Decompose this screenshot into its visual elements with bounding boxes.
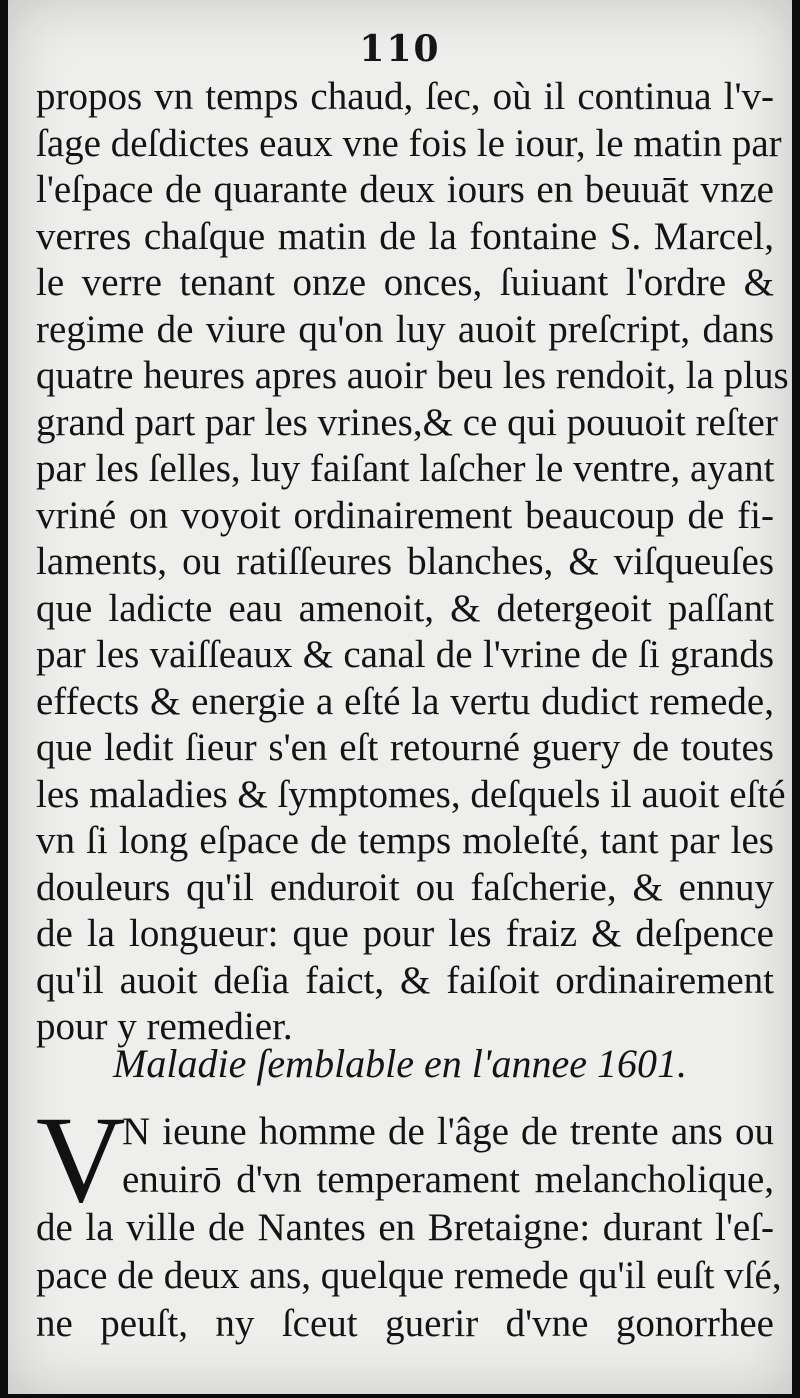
text-line: enuirō d'vn temperament melancholique, [122,1158,774,1201]
text-line: grand part par les vrines,& ce qui pouuoit reſter [36,400,778,444]
text-line: ne peuſt, ny ſceut guerir d'vne gonorrhee [36,1302,774,1345]
text-line: que ledit ſieur s'en eſt retourné guery de toutes [36,726,774,769]
text-line: le verre tenant onze onces, ſuiuant l'ordre & [36,261,774,304]
text-line: propos vn temps chaud, ſec, où il continua l'v- [36,75,774,118]
text-line: l'eſpace de quarante deux iours en beuuāt vnze [36,168,774,211]
text-line: vn ſi long eſpace de temps moleſté, tant par les [36,819,774,862]
text-line: de la ville de Nantes en Bretaigne: durant l'eſ- [36,1206,774,1249]
text-line: par les vaiſſeaux & canal de l'vrine de ſi grands [36,633,774,676]
drop-cap: V [36,1091,126,1228]
paragraph-2 [36,1091,782,1398]
page-number: 110 [359,28,441,70]
text-line: qu'il auoit deſia faict, & faiſoit ordinairement [36,958,774,1002]
text-line: laments, ou ratiſſeures blanches, & viſqueuſes [36,540,774,583]
paragraph-1 [36,74,789,1051]
text-line: que ladicte eau amenoit, & detergeoit paſſant [36,586,774,630]
text-line: de la longueur: que pour les fraiz & deſpence [36,912,774,955]
text-line: N ieune homme de l'âge de trente ans ou [122,1110,774,1153]
text-line: effects & energie a eſté la vertu dudict remede, [36,679,774,723]
book-page [8,0,792,1394]
text-line: pace de deux ans, quelque remede qu'il euſt vſé, [36,1254,782,1297]
text-line: pour y remedier. [36,1005,293,1048]
text-line: ſage deſdictes eaux vne fois le iour, le matin par [36,121,782,165]
text-line: les maladies & ſymptomes, deſquels il auoit eſté [36,772,786,816]
section-heading: Maladie ſemblable en l'annee 1601. [113,1041,687,1086]
text-line: douleurs qu'il enduroit ou faſcherie, & ennuy [36,865,774,909]
text-line: regime de viure qu'on luy auoit preſcript, dans [36,307,774,351]
text-line: par les ſelles, luy faiſant laſcher le ventre, ayant [36,447,775,490]
text-line: quatre heures apres auoir beu les rendoit, la plus [36,354,789,397]
text-line: verres chaſque matin de la fontaine S. Marcel, [36,214,774,258]
text-line: vriné on voyoit ordinairement beaucoup de fi- [36,493,774,537]
